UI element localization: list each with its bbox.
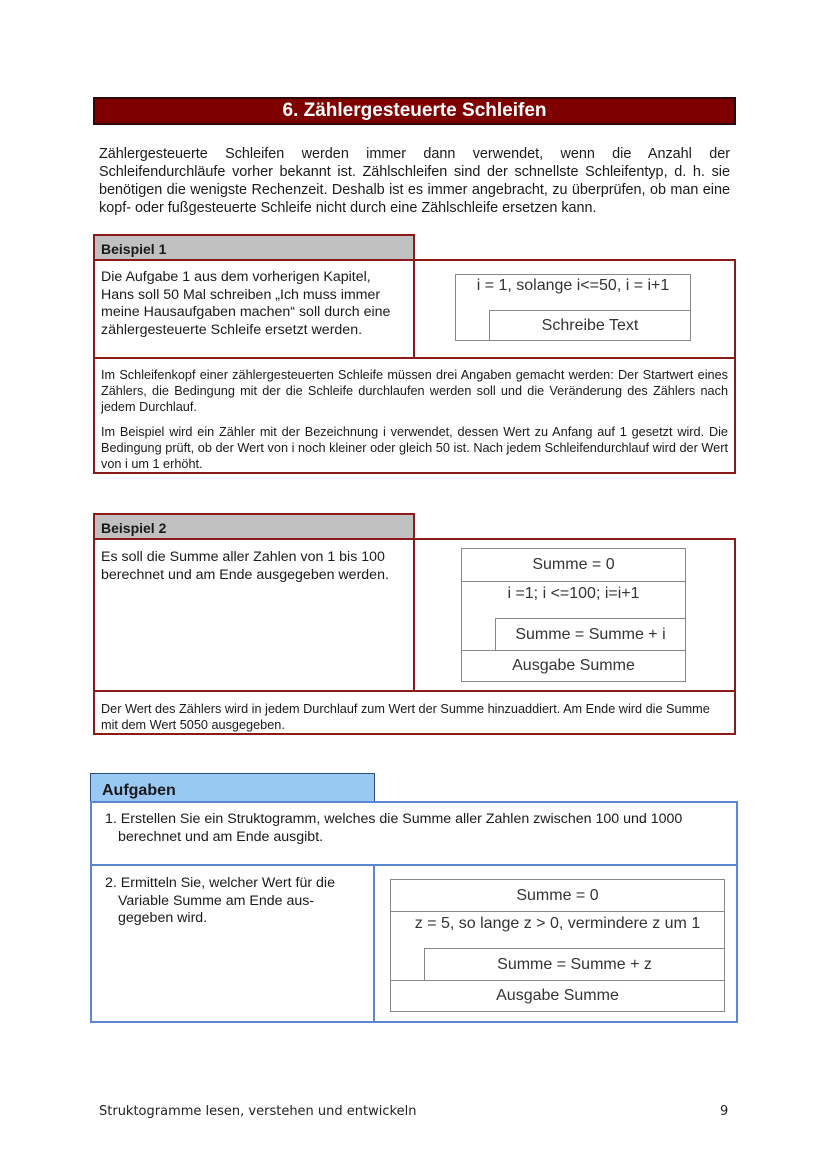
sg2-loop-body: Summe = Summe + i	[495, 618, 685, 651]
task-2-text: 2. Ermitteln Sie, welcher Wert für die Variable Summe am Ende aus-gegeben wird.	[105, 875, 335, 926]
beispiel2-tab: Beispiel 2	[93, 513, 415, 540]
footer-text: Struktogramme lesen, verstehen und entwickeln	[99, 1104, 417, 1119]
beispiel1-divider	[413, 259, 415, 359]
sg3-loop-body: Summe = Summe + z	[424, 948, 724, 981]
task-1-text: 1. Erstellen Sie ein Struktogramm, welches die Summe aller Zahlen zwischen 100 und 1000 berechnet und am Ende ausgibt.	[105, 811, 683, 845]
sg2-loop-header: i =1; i <=100; i=i+1	[462, 582, 685, 651]
aufgaben-row-divider	[90, 864, 738, 866]
aufgaben-tab: Aufgaben	[90, 773, 375, 802]
sg1-loop-header: i = 1, solange i<=50, i = i+1	[476, 277, 670, 294]
beispiel2-description: Es soll die Summe aller Zahlen von 1 bis 100 berechnet und am Ende ausgegeben werden.	[101, 549, 389, 583]
beispiel1-description: Die Aufgabe 1 aus dem vorherigen Kapitel, Hans soll 50 Mal schreiben „Ich muss immer meine Hausaufgaben machen“ soll durch eine zählergesteuerte Schleife ersetzt werden.	[101, 269, 391, 338]
chapter-title: 6. Zählergesteuerte Schleifen	[93, 97, 736, 125]
beispiel2-divider	[413, 538, 415, 692]
beispiel2-struktogramm	[461, 548, 686, 682]
sg3-init: Summe = 0	[391, 880, 724, 912]
beispiel1-explanation-1: Im Schleifenkopf einer zählergesteuerten Schleife müssen drei Angaben gemacht werden: Der Startwert eines Zählers, die Bedingung mit der die Schleife durchlaufen werden soll und die Veränderung des Zählers nach jedem Durchlauf.	[101, 368, 728, 414]
beispiel2-explanation: Der Wert des Zählers wird in jedem Durchlauf zum Wert der Summe hinzuaddiert. Am Ende wird die Summe mit dem Wert 5050 ausgegeben.	[101, 702, 710, 732]
task2-struktogramm	[390, 879, 725, 1012]
beispiel1-explanation-2: Im Beispiel wird ein Zähler mit der Bezeichnung i verwendet, dessen Wert zu Anfang auf 1 gesetzt wird. Die Bedingung prüft, ob der Wert von i noch kleiner oder gleich 50 ist. Nach jedem Schleifendurchlauf wird der Wert von i um 1 erhöht.	[101, 425, 728, 471]
sg2-output: Ausgabe Summe	[512, 657, 635, 674]
intro-paragraph: Zählergesteuerte Schleifen werden immer dann verwendet, wenn die Anzahl der Schleifendurchläufe vorher bekannt ist. Zählschleifen sind der schnellste Schleifentyp, d. h. sie benötigen die wenigste Rechenzeit. Deshalb ist es immer angebracht, zu überprüfen, ob man eine kopf- oder fußgesteuerte Schleife nicht durch eine Zählschleife ersetzen kann.	[99, 146, 730, 216]
sg3-loop-header: z = 5, so lange z > 0, vermindere z um 1	[391, 912, 724, 981]
beispiel1-struktogramm	[455, 274, 691, 341]
beispiel1-tab: Beispiel 1	[93, 234, 415, 261]
aufgaben-col-divider	[373, 864, 375, 1023]
page-number: 9	[720, 1104, 729, 1119]
sg1-loop-body: Schreibe Text	[489, 310, 690, 340]
sg3-output: Ausgabe Summe	[496, 987, 619, 1004]
sg2-init: Summe = 0	[462, 549, 685, 582]
